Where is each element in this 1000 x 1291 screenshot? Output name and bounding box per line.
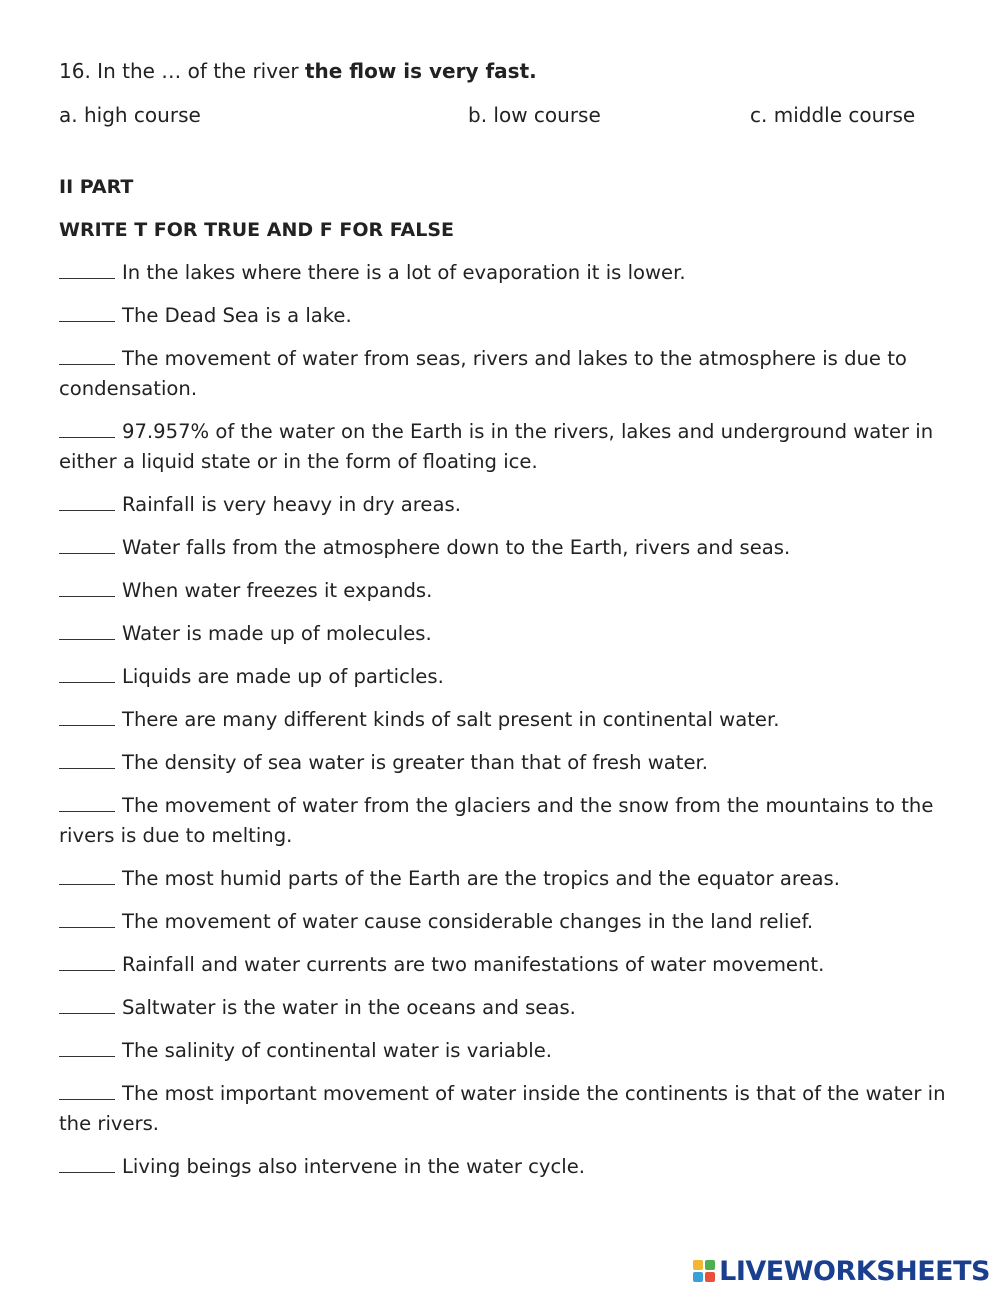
question-16-emphasis: the flow is very fast. [304,59,537,83]
statement-text: Rainfall is very heavy in dry areas. [122,493,461,516]
statement-text: Living beings also intervene in the water cycle. [122,1155,585,1178]
answer-blank[interactable] [59,750,115,769]
statement-text: When water freezes it expands. [122,579,433,602]
answer-blank[interactable] [59,492,115,511]
logo-square [693,1272,703,1282]
statement-text: The movement of water from seas, rivers and lakes to the atmosphere is due to condensation. [59,347,907,400]
statement-item [59,705,949,735]
statement-text: Water falls from the atmosphere down to the Earth, rivers and seas. [122,536,791,559]
statement-text: The salinity of continental water is variable. [122,1039,553,1062]
statement-item [59,417,949,477]
option-b[interactable]: b. low course [468,103,601,127]
statement-item [59,907,949,937]
worksheet-page [59,56,949,1195]
true-false-list [59,258,949,1182]
answer-blank[interactable] [59,346,115,365]
statement-text: The density of sea water is greater than that of fresh water. [122,751,709,774]
statement-item [59,1036,949,1066]
statement-text: The most humid parts of the Earth are the tropics and the equator areas. [122,867,840,890]
answer-blank[interactable] [59,621,115,640]
statement-item [59,301,949,331]
statement-item [59,258,949,288]
answer-blank[interactable] [59,952,115,971]
answer-blank[interactable] [59,707,115,726]
statement-item [59,791,949,851]
question-16 [59,56,949,86]
statement-item [59,993,949,1023]
answer-blank[interactable] [59,1081,115,1100]
part-instruction: WRITE T FOR TRUE AND F FOR FALSE [59,219,455,241]
statement-text: Water is made up of molecules. [122,622,432,645]
part-title: II PART [59,176,134,198]
statement-item [59,533,949,563]
statement-item [59,344,949,404]
statement-text: Liquids are made up of particles. [122,665,444,688]
answer-blank[interactable] [59,664,115,683]
option-a[interactable]: a. high course [59,103,201,127]
statement-item [59,1079,949,1139]
logo-square [705,1272,715,1282]
statement-text: In the lakes where there is a lot of evaporation it is lower. [122,261,686,284]
statement-item [59,748,949,778]
answer-blank[interactable] [59,578,115,597]
brand-name: LIVEWORKSHEETS [719,1255,990,1287]
statement-text: The Dead Sea is a lake. [122,304,352,327]
statement-item [59,950,949,980]
statement-item [59,619,949,649]
answer-blank[interactable] [59,535,115,554]
statement-item [59,1152,949,1182]
statement-text: There are many different kinds of salt present in continental water. [122,708,780,731]
statement-text: Saltwater is the water in the oceans and seas. [122,996,576,1019]
liveworksheets-logo-icon [693,1260,715,1282]
answer-blank[interactable] [59,260,115,279]
logo-square [693,1260,703,1270]
question-16-text: 16. In the … of the river [59,59,305,83]
statement-text: The movement of water cause considerable changes in the land relief. [122,910,814,933]
statement-text: The most important movement of water inside the continents is that of the water in the rivers. [59,1082,946,1135]
statement-item [59,864,949,894]
liveworksheets-brand [693,1254,990,1288]
answer-blank[interactable] [59,1038,115,1057]
statement-text: 97.957% of the water on the Earth is in the rivers, lakes and underground water in either a liquid state or in the form of floating ice. [59,420,934,473]
answer-blank[interactable] [59,866,115,885]
option-c[interactable]: c. middle course [750,103,916,127]
answer-blank[interactable] [59,419,115,438]
statement-item [59,662,949,692]
answer-blank[interactable] [59,909,115,928]
statement-text: Rainfall and water currents are two manifestations of water movement. [122,953,825,976]
answer-blank[interactable] [59,995,115,1014]
answer-blank[interactable] [59,793,115,812]
statement-item [59,490,949,520]
statement-item [59,576,949,606]
logo-square [705,1260,715,1270]
answer-blank[interactable] [59,303,115,322]
question-16-options [59,100,949,130]
statement-text: The movement of water from the glaciers and the snow from the mountains to the rivers is due to melting. [59,794,934,847]
answer-blank[interactable] [59,1154,115,1173]
